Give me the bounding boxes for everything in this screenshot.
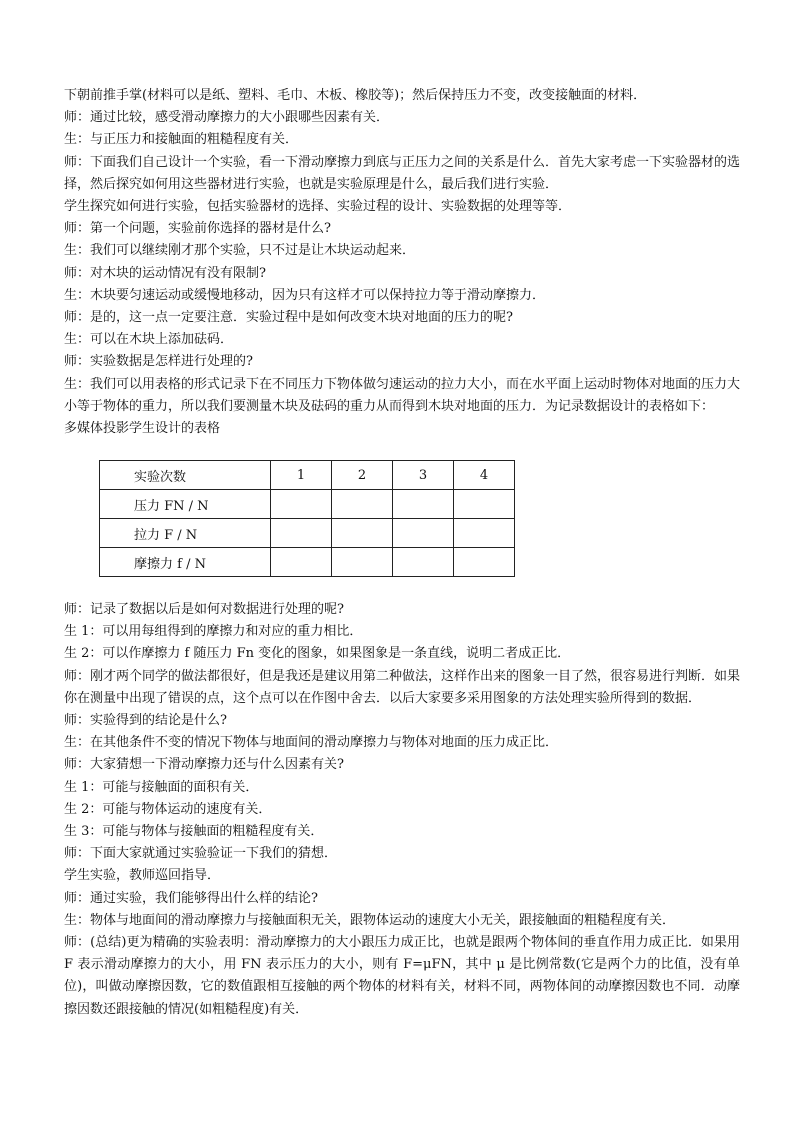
paragraph: 生：我们可以继续刚才那个实验，只不过是让木块运动起来．	[64, 243, 416, 259]
paragraph: 师：实验数据是怎样进行处理的?	[64, 354, 253, 370]
paragraph: 师：第一个问题，实验前你选择的器材是什么?	[64, 221, 331, 237]
data-table	[99, 460, 515, 577]
table-header-cell: 3	[393, 461, 454, 490]
paragraph: 生 3：可能与物体与接触面的粗糙程度有关．	[64, 824, 324, 840]
paragraph: 生：可以在木块上添加砝码．	[64, 332, 234, 348]
table-caption: 多媒体投影学生设计的表格	[64, 421, 221, 437]
paragraph: 生 1：可以用每组得到的摩擦力和对应的重力相比．	[64, 624, 363, 640]
paragraph: 生：我们可以用表格的形式记录下在不同压力下物体做匀速运动的拉力大小，而在水平面上运动时物体对地面的压力大小等于物体的重力，所以我们要测量木块及砝码的重力从而得到木块对地面的压力．为记录数据设计的表格如下：	[64, 376, 741, 414]
table-cell	[393, 490, 454, 519]
paragraph: 师：是的，这一点一定要注意．实验过程中是如何改变木块对地面的压力的呢?	[64, 310, 513, 326]
table-row-label: 摩擦力 f / N	[100, 548, 271, 577]
paragraph: 生 2：可能与物体运动的速度有关．	[64, 801, 272, 817]
paragraph: 生：物体与地面间的滑动摩擦力与接触面积无关，跟物体运动的速度大小无关，跟接触面的粗糙程度有关．	[64, 912, 676, 928]
table-cell	[271, 490, 332, 519]
table-cell	[332, 490, 393, 519]
paragraph: 师：通过实验，我们能够得出什么样的结论?	[64, 890, 318, 906]
table-cell	[454, 490, 515, 519]
paragraph: 生：与正压力和接触面的粗糙程度有关．	[64, 132, 299, 148]
table-header-row	[100, 461, 515, 490]
paragraph: 师：对木块的运动情况有没有限制?	[64, 265, 266, 281]
paragraph: 师：刚才两个同学的做法都很好，但是我还是建议用第二种做法，这样作出来的图象一目了然，很容易进行判断．如果你在测量中出现了错误的点，这个点可以在作图中舍去．以后大家要多采用图象的方法处理实验所得到的数据．	[64, 668, 741, 706]
paragraph: 师：下面大家就通过实验验证一下我们的猜想．	[64, 846, 338, 862]
table-header-cell: 1	[271, 461, 332, 490]
paragraph: 师：实验得到的结论是什么?	[64, 713, 227, 729]
table-row-label: 拉力 F / N	[100, 519, 271, 548]
table-header-cell: 实验次数	[100, 461, 271, 490]
table-cell	[393, 548, 454, 577]
paragraph: 生 1：可能与接触面的面积有关．	[64, 779, 259, 795]
table-cell	[454, 519, 515, 548]
text-block-after-table	[64, 599, 740, 1021]
paragraph: 学生实验，教师巡回指导．	[64, 868, 221, 884]
paragraph: 师：通过比较，感受滑动摩擦力的大小跟哪些因素有关．	[64, 110, 390, 126]
paragraph: 学生探究如何进行实验，包括实验器材的选择、实验过程的设计、实验数据的处理等等．	[64, 199, 572, 215]
paragraph: 生 2：可以作摩擦力 f 随压力 Fn 变化的图象，如果图象是一条直线，说明二者成正比．	[64, 646, 571, 662]
paragraph: 生：木块要匀速运动或缓慢地移动，因为只有这样才可以保持拉力等于滑动摩擦力．	[64, 287, 546, 303]
table-header-cell: 4	[454, 461, 515, 490]
paragraph: 师：大家猜想一下滑动摩擦力还与什么因素有关?	[64, 757, 344, 773]
table-cell	[393, 519, 454, 548]
paragraph: 生：在其他条件不变的情况下物体与地面间的滑动摩擦力与物体对地面的压力成正比．	[64, 735, 559, 751]
table-row	[100, 548, 515, 577]
table-cell	[271, 548, 332, 577]
paragraph: 师：下面我们自己设计一个实验，看一下滑动摩擦力到底与正压力之间的关系是什么．首先大家考虑一下实验器材的选择，然后探究如何用这些器材进行实验，也就是实验原理是什么，最后我们进行实验．	[64, 154, 741, 192]
table-row	[100, 519, 515, 548]
table-row-label: 压力 FN / N	[100, 490, 271, 519]
paragraph: 师：(总结)更为精确的实验表明：滑动摩擦力的大小跟压力成正比，也就是跟两个物体间的垂直作用力成正比．如果用 F 表示滑动摩擦力的大小，用 FN 表示压力的大小，则有 F=μFN，其中 μ 是比例常数(它是两个力的比值，没有单位)，叫做动摩擦因数，它的数值跟相互接触的两个物体的材料有关，材料不同，两物体间的动摩擦因数也不同．动摩擦因数还跟接触的情况(如粗糙程度)有关．	[64, 935, 740, 1017]
paragraph: 下朝前推手掌(材料可以是纸、塑料、毛巾、木板、橡胶等)；然后保持压力不变，改变接触面的材料．	[64, 88, 647, 103]
table-cell	[454, 548, 515, 577]
table-cell	[332, 519, 393, 548]
table-cell	[332, 548, 393, 577]
table-row	[100, 490, 515, 519]
paragraph: 师：记录了数据以后是如何对数据进行处理的呢?	[64, 602, 344, 617]
table-cell	[271, 519, 332, 548]
table-header-cell: 2	[332, 461, 393, 490]
text-block-before-table	[64, 85, 740, 440]
